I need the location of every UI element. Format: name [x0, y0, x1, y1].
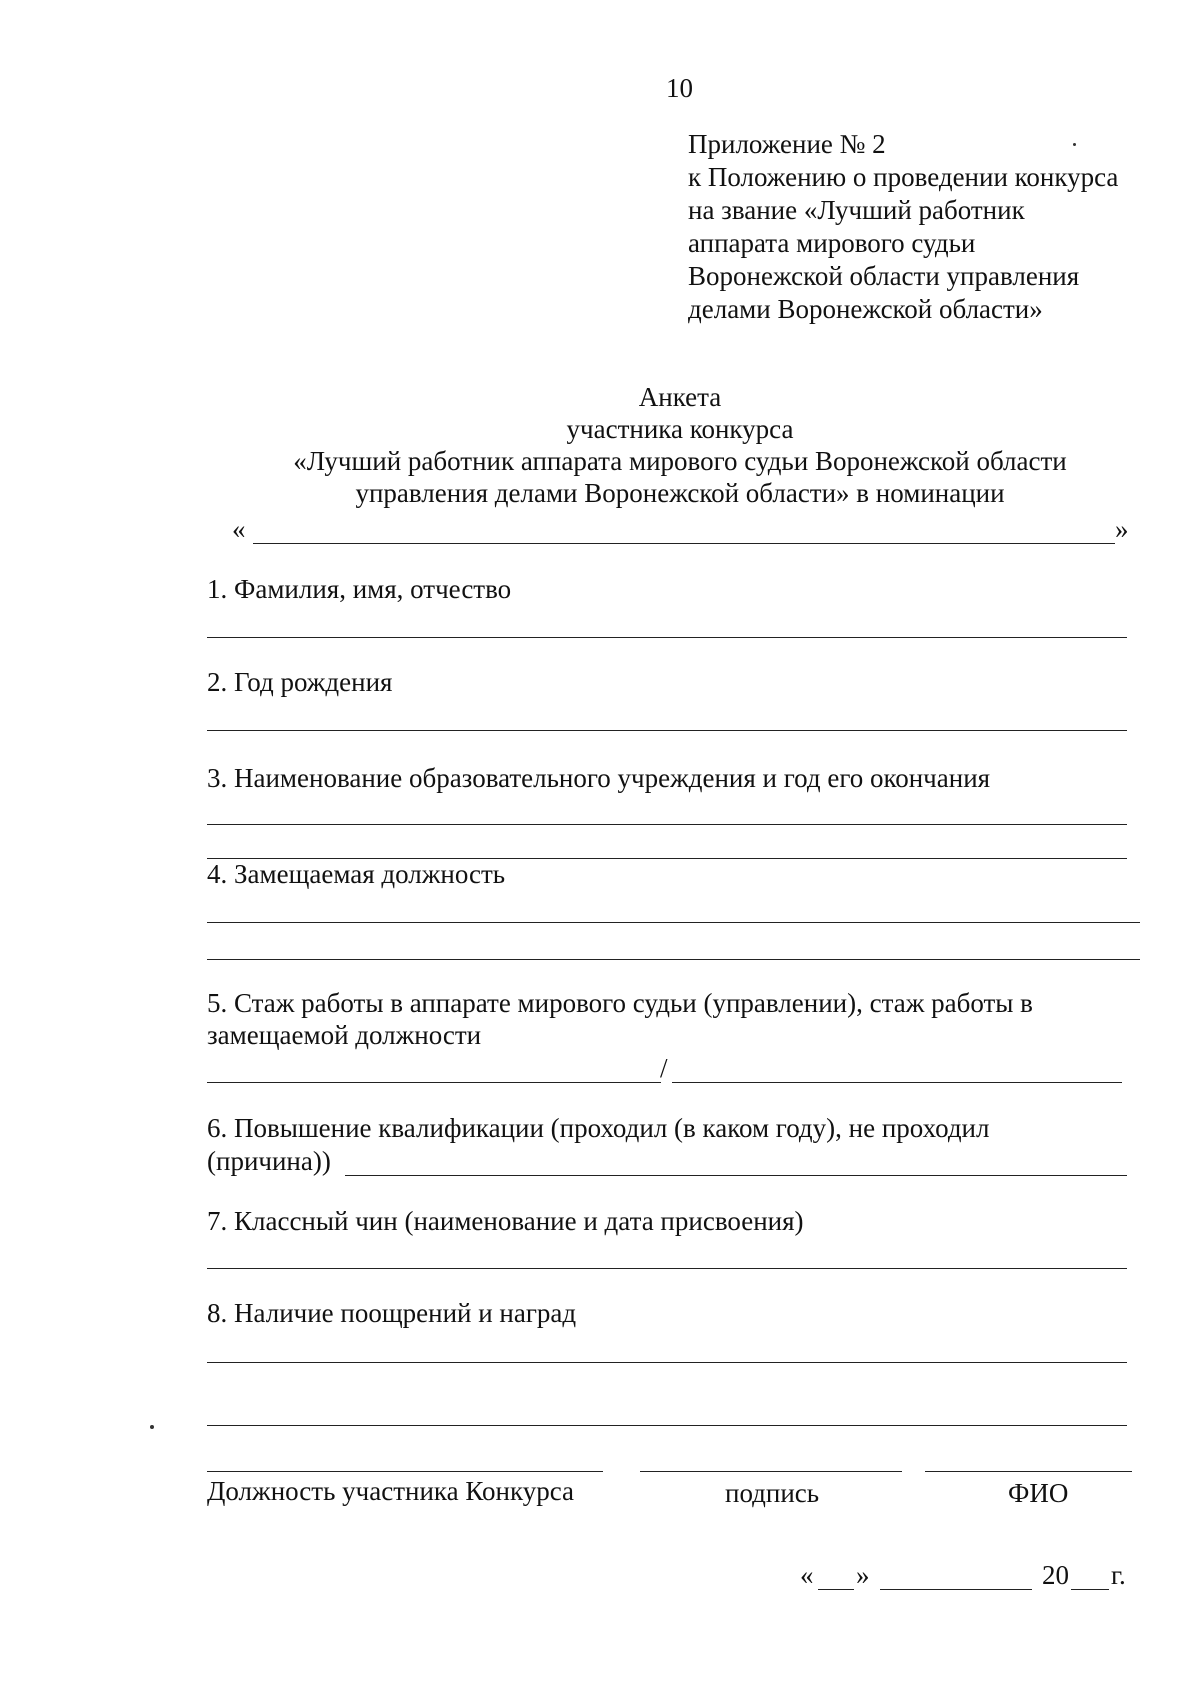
nomination-close-quote: »: [1115, 514, 1129, 544]
signature-line[interactable]: [640, 1471, 902, 1472]
question-work-experience: 5. Стаж работы в аппарате мирового судьи (управлении), стаж работы в: [207, 988, 1033, 1018]
question-work-experience-cont: замещаемой должности: [207, 1020, 482, 1050]
question-birth-year: 2. Год рождения: [207, 667, 393, 697]
name-label: ФИО: [1008, 1478, 1069, 1508]
question-qualification-cont: (причина)): [207, 1146, 331, 1176]
title-line: Анкета: [638, 382, 722, 412]
full-name-field[interactable]: [207, 637, 1127, 638]
class-rank-field[interactable]: [207, 1268, 1127, 1269]
question-class-rank: 7. Классный чин (наименование и дата присвоения): [207, 1206, 804, 1236]
birth-year-field[interactable]: [207, 730, 1127, 731]
experience-apparatus-field[interactable]: [207, 1082, 661, 1083]
awards-field-1[interactable]: [207, 1362, 1127, 1363]
position-field-1[interactable]: [207, 922, 1140, 923]
appendix-line: на звание «Лучший работник: [688, 195, 1025, 225]
year-suffix: г.: [1111, 1560, 1126, 1590]
position-field-2[interactable]: [207, 959, 1140, 960]
date-open-quote: «: [800, 1560, 814, 1590]
experience-separator: /: [660, 1053, 668, 1083]
qualification-field[interactable]: [345, 1175, 1127, 1176]
nomination-field[interactable]: [253, 543, 1115, 544]
awards-field-2[interactable]: [207, 1425, 1127, 1426]
signature-label: подпись: [725, 1478, 820, 1508]
title-line: управления делами Воронежской области» в номинации: [355, 478, 1005, 508]
appendix-line: делами Воронежской области»: [688, 294, 1043, 324]
question-education: 3. Наименование образовательного учреждения и год его окончания: [207, 763, 991, 793]
position-label: Должность участника Конкурса: [207, 1476, 574, 1506]
title-line: «Лучший работник аппарата мирового судьи Воронежской области: [293, 446, 1067, 476]
experience-position-field[interactable]: [672, 1082, 1122, 1083]
question-awards: 8. Наличие поощрений и наград: [207, 1298, 577, 1328]
question-full-name: 1. Фамилия, имя, отчество: [207, 574, 512, 604]
speck-mark: [1073, 143, 1076, 146]
education-field-1[interactable]: [207, 824, 1127, 825]
title-line: участника конкурса: [566, 414, 794, 444]
appendix-line: к Положению о проведении конкурса: [688, 162, 1119, 192]
speck-mark: [150, 1425, 154, 1429]
position-signature-line[interactable]: [207, 1471, 603, 1472]
appendix-block: [688, 128, 1118, 326]
month-field[interactable]: [880, 1589, 1032, 1590]
year-field[interactable]: [1071, 1589, 1109, 1590]
question-position: 4. Замещаемая должность: [207, 859, 506, 889]
form-title: [250, 381, 1110, 509]
nomination-open-quote: «: [232, 514, 246, 544]
appendix-line: Воронежской области управления: [688, 261, 1080, 291]
day-field[interactable]: [818, 1589, 854, 1590]
question-qualification: 6. Повышение квалификации (проходил (в каком году), не проходил: [207, 1113, 990, 1143]
date-close-quote: »: [856, 1560, 870, 1590]
appendix-line: Приложение № 2: [688, 129, 886, 159]
year-prefix: 20: [1042, 1560, 1069, 1590]
name-signature-line[interactable]: [925, 1471, 1132, 1472]
page-number: 10: [666, 73, 693, 103]
appendix-line: аппарата мирового судьи: [688, 228, 976, 258]
